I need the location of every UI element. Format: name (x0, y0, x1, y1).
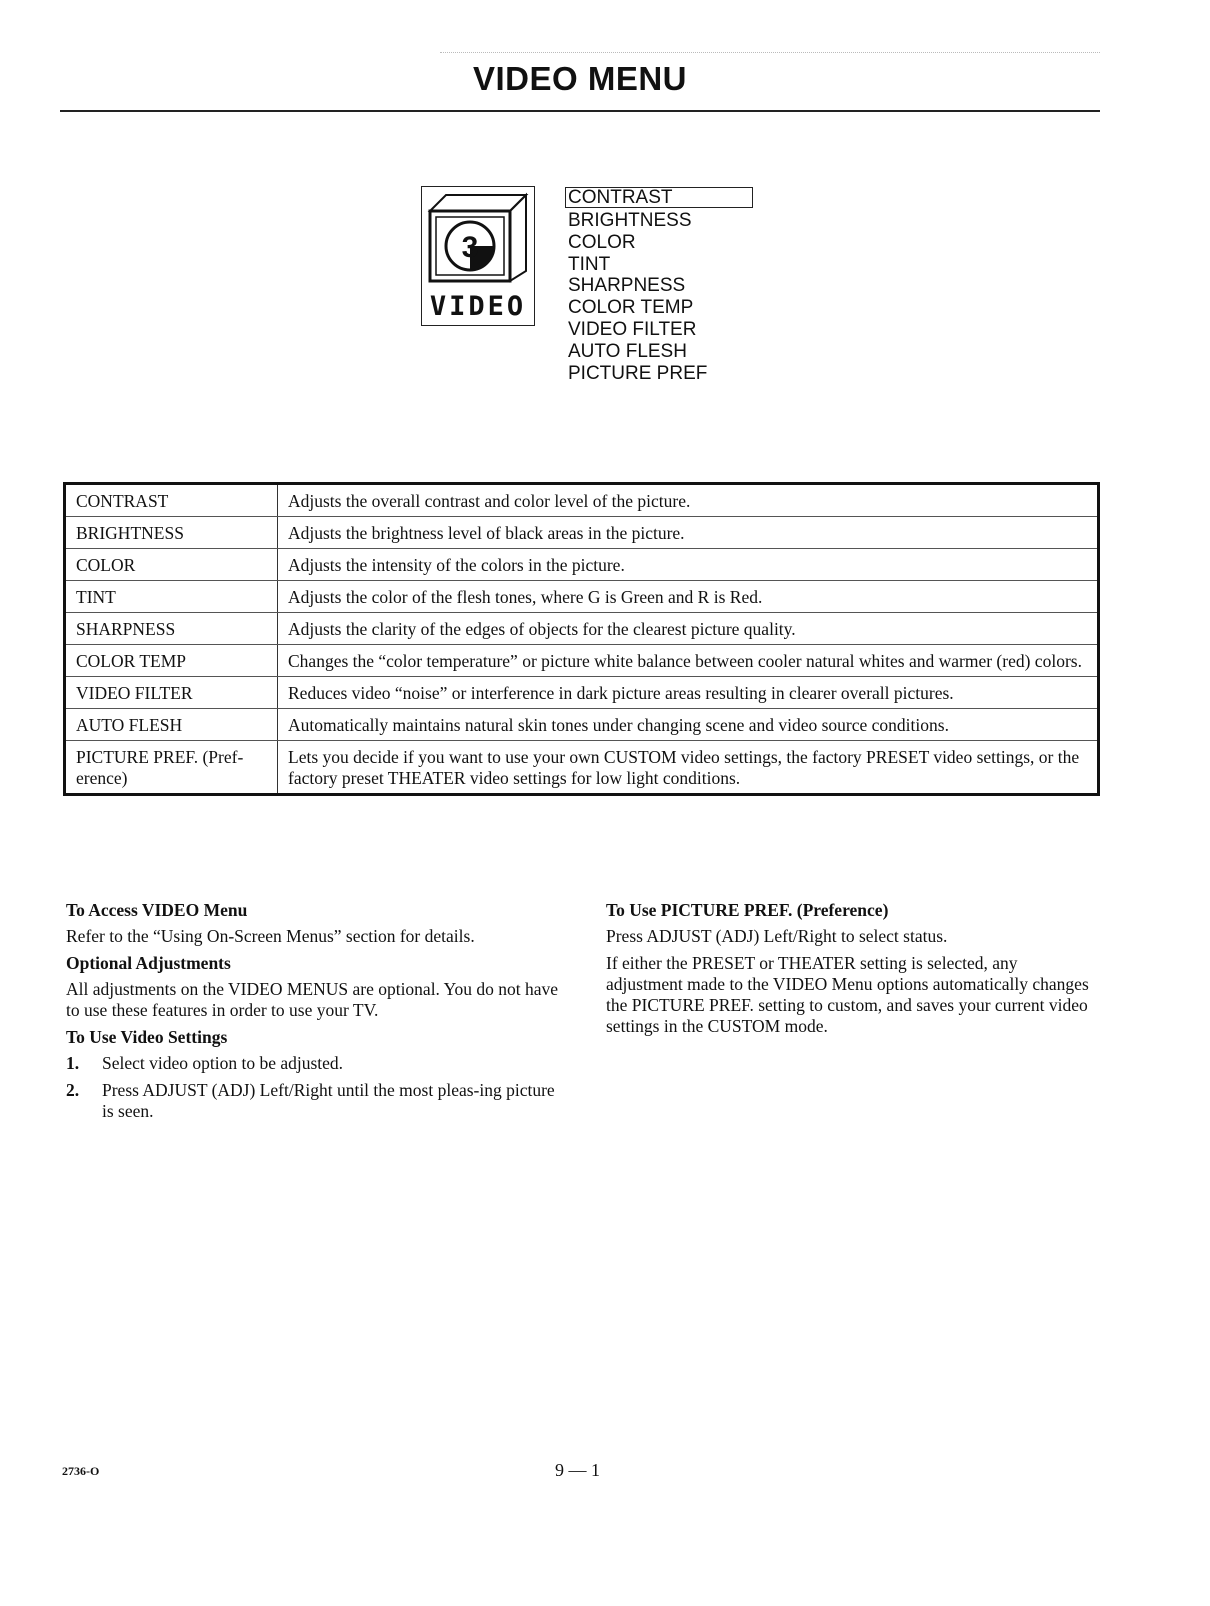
table-term: COLOR TEMP (65, 645, 278, 677)
step-number: 2. (66, 1080, 80, 1100)
table-desc: Reduces video “noise” or interference in dark picture areas resulting in clearer overall pictures. (278, 677, 1099, 709)
description-table (63, 482, 1100, 796)
step-text: Select video option to be adjusted. (102, 1053, 344, 1073)
access-heading: To Access VIDEO Menu (66, 900, 248, 920)
table-row (65, 709, 1099, 741)
page-number: 9 — 1 (555, 1460, 600, 1480)
menu-item-sharpness[interactable]: SHARPNESS (568, 275, 686, 297)
title-divider (60, 110, 1100, 112)
access-text: Refer to the “Using On-Screen Menus” section for details. (66, 926, 475, 946)
table-row (65, 517, 1099, 549)
table-desc: Changes the “color temperature” or picture white balance between cooler natural whites and warmer (red) colors. (278, 645, 1099, 677)
list-item (66, 1080, 566, 1122)
video-menu-icon-box (421, 186, 535, 326)
table-row (65, 549, 1099, 581)
picture-pref-text-1: Press ADJUST (ADJ) Left/Right to select status. (606, 926, 948, 946)
settings-heading: To Use Video Settings (66, 1027, 228, 1047)
table-desc: Adjusts the color of the flesh tones, where G is Green and R is Red. (278, 581, 1099, 613)
picture-pref-text-2: If either the PRESET or THEATER setting is selected, any adjustment made to the VIDEO Menu options automatically changes the PICTURE PREF. setting to custom, and saves your current video settings in the CUSTOM mode. (606, 953, 1089, 1036)
table-row (65, 613, 1099, 645)
table-term: VIDEO FILTER (65, 677, 278, 709)
table-term: BRIGHTNESS (65, 517, 278, 549)
video-icon-label: VIDEO (429, 291, 527, 322)
menu-item-color-temp[interactable]: COLOR TEMP (568, 297, 694, 319)
list-item (66, 1053, 566, 1074)
table-term: TINT (65, 581, 278, 613)
right-column (606, 900, 1096, 1043)
table-row (65, 581, 1099, 613)
step-text: Press ADJUST (ADJ) Left/Right until the most pleas-ing picture is seen. (102, 1080, 555, 1121)
top-faint-rule (440, 52, 1100, 53)
table-term: COLOR (65, 549, 278, 581)
menu-item-tint[interactable]: TINT (568, 253, 611, 275)
table-term: PICTURE PREF. (Pref-erence) (65, 741, 278, 795)
table-term: AUTO FLESH (65, 709, 278, 741)
menu-item-picture-pref[interactable]: PICTURE PREF (568, 362, 708, 384)
optional-heading: Optional Adjustments (66, 953, 231, 973)
menu-item-video-filter[interactable]: VIDEO FILTER (568, 318, 697, 340)
tv-3d-icon (426, 191, 530, 291)
menu-item-auto-flesh[interactable]: AUTO FLESH (568, 340, 687, 362)
table-term: SHARPNESS (65, 613, 278, 645)
table-term: CONTRAST (65, 484, 278, 517)
menu-item-color[interactable]: COLOR (568, 231, 636, 253)
optional-text: All adjustments on the VIDEO MENUS are optional. You do not have to use these features in order to use your TV. (66, 979, 559, 1020)
table-row (65, 677, 1099, 709)
table-row (65, 484, 1099, 517)
table-desc: Adjusts the overall contrast and color level of the picture. (278, 484, 1099, 517)
menu-item-brightness[interactable]: BRIGHTNESS (568, 210, 692, 231)
svg-text:3: 3 (461, 231, 479, 264)
menu-item-contrast[interactable]: CONTRAST (565, 187, 753, 208)
left-column (66, 900, 566, 1128)
table-desc: Automatically maintains natural skin tones under changing scene and video source conditions. (278, 709, 1099, 741)
table-desc: Lets you decide if you want to use your own CUSTOM video settings, the factory PRESET video settings, or the factory preset THEATER video settings for low light conditions. (288, 747, 1080, 788)
table-desc: Adjusts the intensity of the colors in the picture. (278, 549, 1099, 581)
table-row (65, 645, 1099, 677)
document-code: 2736-O (62, 1464, 100, 1478)
picture-pref-heading: To Use PICTURE PREF. (Preference) (606, 900, 889, 920)
step-number: 1. (66, 1053, 80, 1073)
table-row (65, 741, 1099, 795)
table-desc: Adjusts the brightness level of black areas in the picture. (278, 517, 1099, 549)
table-desc: Adjusts the clarity of the edges of objects for the clearest picture quality. (278, 613, 1099, 645)
video-menu-list (568, 187, 753, 384)
page-title: VIDEO MENU (472, 60, 688, 97)
settings-steps (66, 1053, 566, 1122)
